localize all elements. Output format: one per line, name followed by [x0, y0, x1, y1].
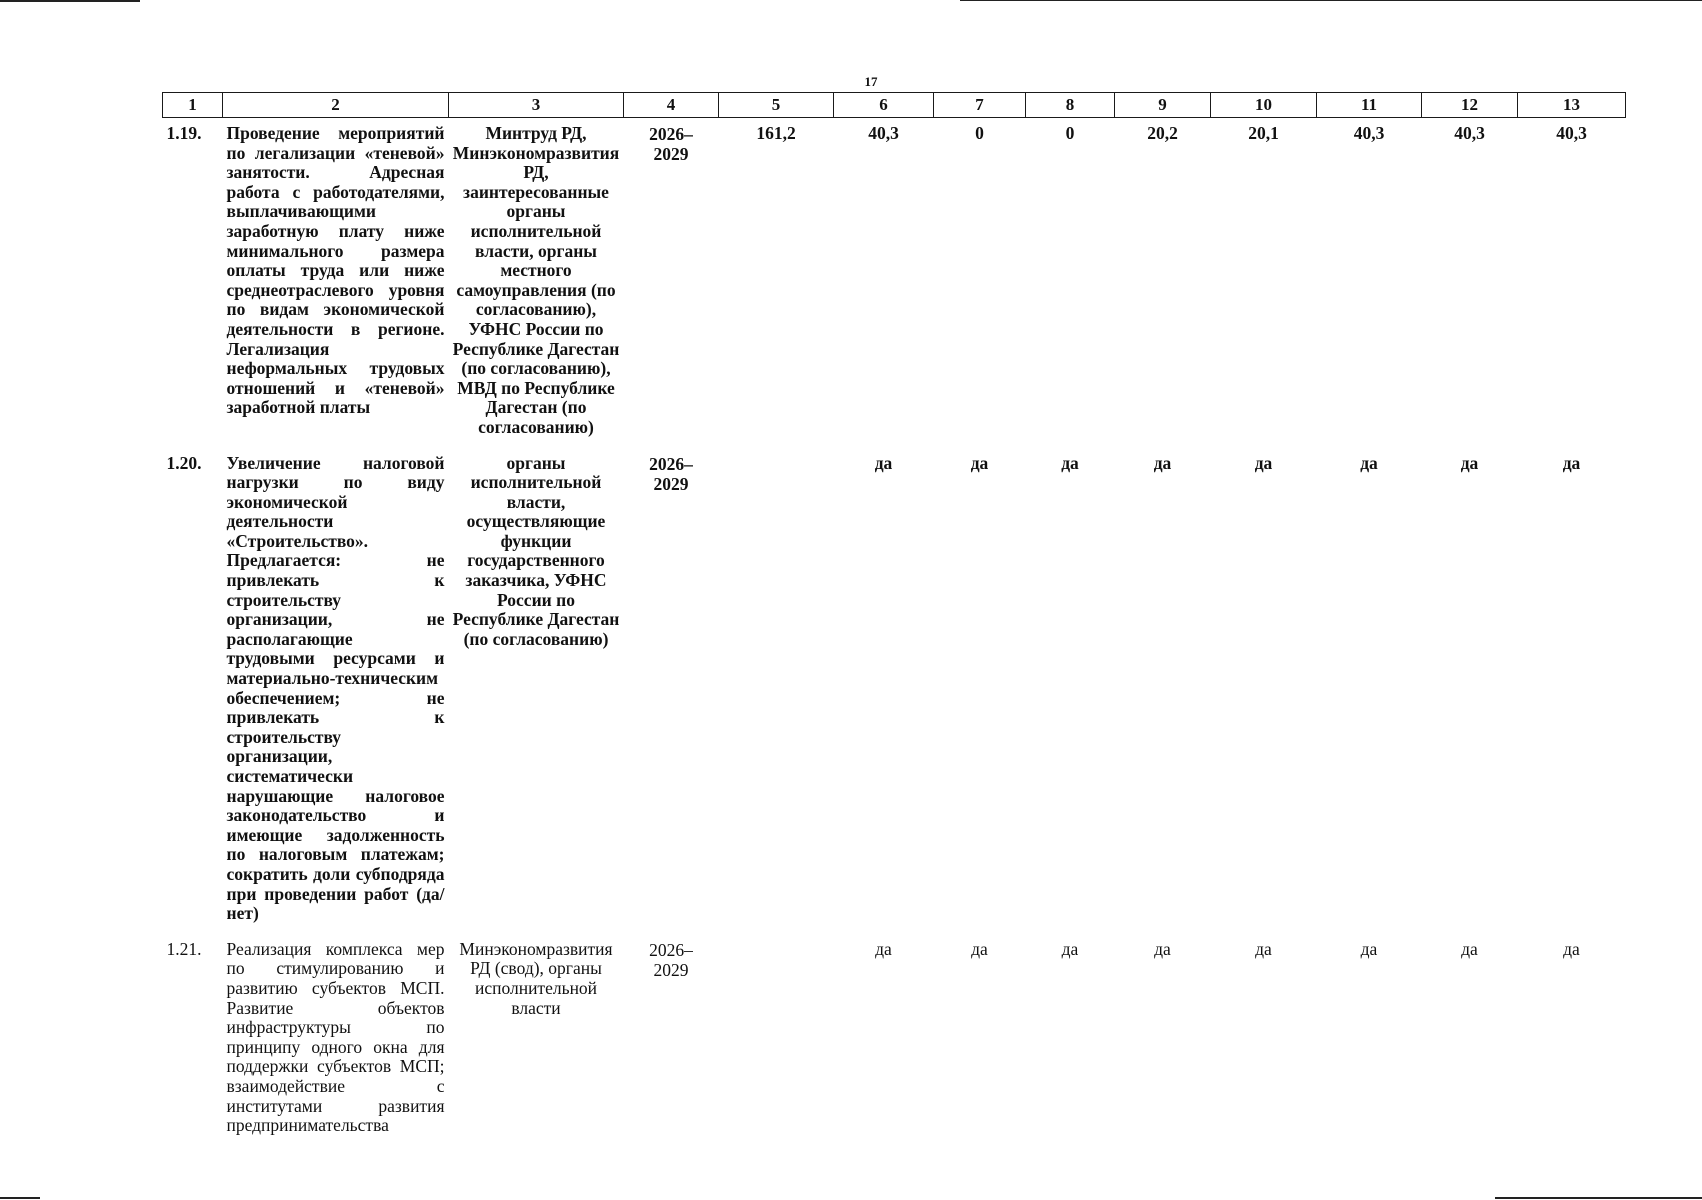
value-col-5 [719, 448, 834, 934]
executors: Минтруд РД, Минэкономразвития РД, заинтересованные органы исполнительной власти, органы местного самоуправления (по согласованию), УФНС России по Республике Дагестан (по согласованию), МВД по Республике Дагестан (по согласованию) [452, 123, 620, 437]
scan-edge-bottom-left [0, 1197, 40, 1199]
table-row-1-19 [163, 118, 1626, 448]
period-start: 2026– [649, 939, 693, 960]
col-header-12: 12 [1422, 93, 1518, 118]
measures-table [162, 92, 1626, 1146]
value-col-12: да [1461, 938, 1478, 959]
col-header-5: 5 [719, 93, 834, 118]
value-col-11: 40,3 [1353, 123, 1385, 143]
col-header-6: 6 [834, 93, 934, 118]
measure-name: Увеличение налоговой нагрузки по виду экономической деятельности «Строительство». Предлагается: не привлекать к строительству организации, не располагающие трудовыми ресурсами и материально-техническим обеспечением; не привлекать к строительству организации, систематически нарушающие налоговое законодательство и имеющие задолженность по налоговым платежам; сократить доли субподряда при проведении работ (да/нет) [226, 452, 445, 924]
period [624, 118, 719, 448]
scan-edge-top-right [960, 0, 1702, 1]
period-start: 2026– [649, 124, 693, 144]
value-col-9: 20,2 [1147, 123, 1178, 143]
value-col-7: да [970, 452, 989, 473]
col-header-2: 2 [223, 93, 449, 118]
col-header-7: 7 [934, 93, 1026, 118]
value-col-10: да [1254, 452, 1273, 473]
table-row-1-21 [163, 934, 1626, 1146]
period-end: 2029 [653, 144, 689, 164]
col-header-8: 8 [1026, 93, 1115, 118]
column-number-header-row [163, 93, 1626, 118]
executors: органы исполнительной власти, осуществляющие функции государственного заказчика, УФНС России по Республике Дагестан (по согласованию) [452, 452, 620, 649]
col-header-9: 9 [1115, 93, 1211, 118]
value-col-8: да [1061, 452, 1079, 473]
value-col-13: да [1562, 452, 1581, 473]
col-header-1: 1 [163, 93, 223, 118]
col-header-4: 4 [624, 93, 719, 118]
col-header-11: 11 [1317, 93, 1422, 118]
col-header-13: 13 [1518, 93, 1626, 118]
executors: Минэкономразвития РД (свод), органы исполнительной власти [459, 938, 613, 1018]
value-col-6: да [875, 938, 892, 959]
value-col-5: 161,2 [756, 123, 796, 143]
value-col-10: 20,1 [1248, 123, 1279, 143]
value-col-9: да [1153, 452, 1172, 473]
value-col-5 [719, 934, 834, 1146]
table-row-1-20 [163, 448, 1626, 934]
period [624, 448, 719, 934]
value-col-10: да [1255, 938, 1272, 959]
value-col-13: 40,3 [1556, 123, 1587, 143]
value-col-12: да [1460, 452, 1479, 473]
period-end: 2029 [653, 473, 689, 494]
period [624, 934, 719, 1146]
period-end: 2029 [653, 959, 689, 980]
row-number: 1.19. [166, 123, 202, 143]
scan-edge-top-left [0, 0, 140, 2]
scan-edge-bottom-right [1495, 1197, 1702, 1199]
col-header-3: 3 [449, 93, 624, 118]
value-col-6: да [874, 452, 893, 473]
col-header-10: 10 [1211, 93, 1317, 118]
value-col-8: да [1061, 938, 1079, 959]
page-number: 17 [864, 74, 878, 89]
value-col-11: да [1360, 938, 1378, 959]
value-col-7: 0 [975, 123, 984, 143]
value-col-12: 40,3 [1454, 123, 1485, 143]
period-start: 2026– [649, 453, 693, 474]
value-col-6: 40,3 [868, 123, 899, 143]
value-col-8: 0 [1065, 123, 1075, 143]
row-number: 1.20. [166, 452, 202, 473]
row-number: 1.21. [166, 938, 202, 959]
value-col-11: да [1360, 452, 1378, 473]
measure-name: Реализация комплекса мер по стимулированию и развитию субъектов МСП. Развитие объектов инфраструктуры по принципу одного окна для поддержки субъектов МСП; взаимодействие с институтами развития предпринимательства [226, 938, 445, 1136]
value-col-9: да [1154, 938, 1171, 959]
value-col-7: да [971, 938, 988, 959]
measure-name: Проведение мероприятий по легализации «теневой» занятости. Адресная работа с работодателями, выплачивающими заработную плату ниже минимального размера оплаты труда или ниже среднеотраслевого уровня по видам экономической деятельности в регионе. Легализация неформальных трудовых отношений и «теневой» заработной платы [226, 123, 445, 418]
value-col-13: да [1563, 938, 1580, 959]
